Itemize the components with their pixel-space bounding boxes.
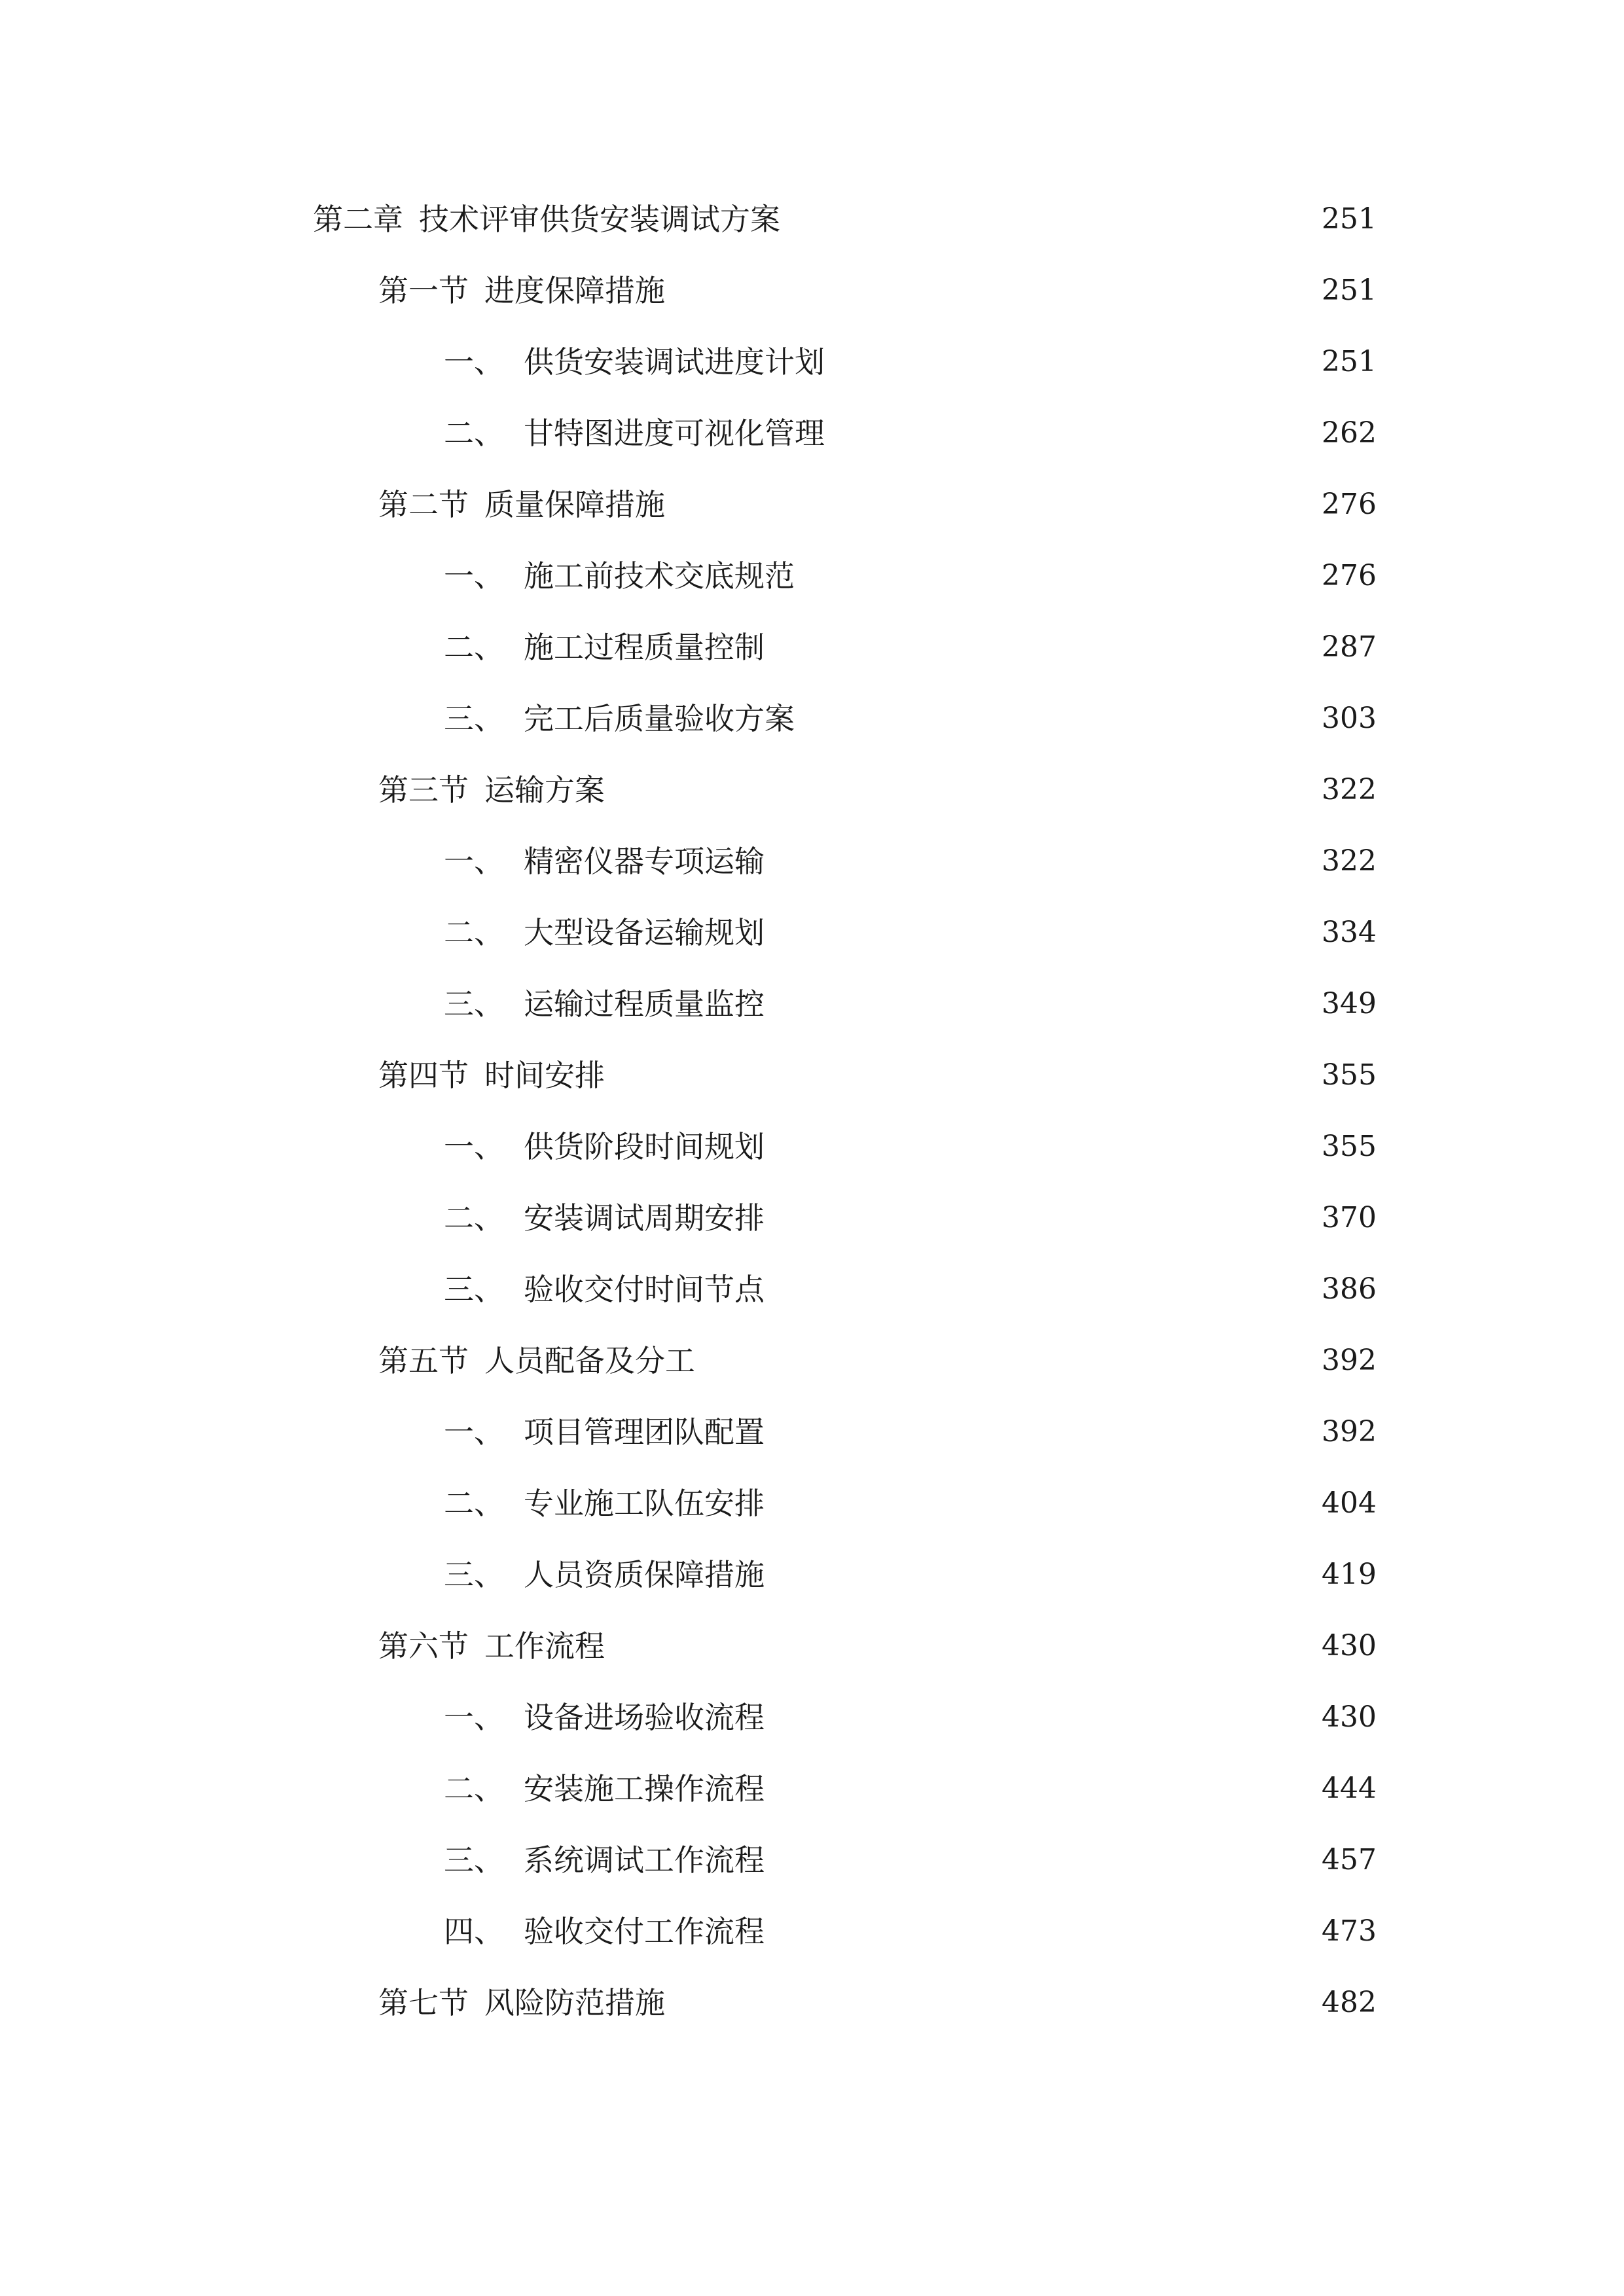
- toc-entry-number: 二、: [444, 1486, 504, 1521]
- toc-entry-number: 一、: [444, 1414, 504, 1450]
- toc-entry-section-2[interactable]: [378, 478, 1377, 531]
- toc-entry-number: 三、: [444, 986, 504, 1022]
- toc-page-number: 276: [1322, 559, 1377, 592]
- toc-entry-number: 二、: [444, 1200, 504, 1236]
- toc-page-number: 334: [1322, 916, 1377, 949]
- toc-entry-section-1[interactable]: [378, 264, 1377, 317]
- toc-entry-title: 风险防范措施: [484, 1985, 665, 2020]
- toc-page-number: 404: [1322, 1486, 1377, 1520]
- toc-entry-number: 第六节: [378, 1628, 469, 1664]
- toc-entry-number: 二、: [444, 1771, 504, 1806]
- toc-entry-number: 一、: [444, 344, 504, 380]
- toc-entry-title: 供货安装调试进度计划: [524, 344, 825, 380]
- toc-entry-title: 系统调试工作流程: [524, 1842, 765, 1878]
- toc-page-number: 444: [1322, 1772, 1377, 1805]
- toc-entry-number: 第一节: [378, 273, 469, 308]
- toc-entry-number: 三、: [444, 701, 504, 736]
- toc-entry-section-7[interactable]: [378, 1977, 1377, 2029]
- toc-entry-title: 运输过程质量监控: [524, 986, 765, 1022]
- toc-entry-title: 进度保障措施: [484, 273, 665, 308]
- toc-entry-title: 运输方案: [484, 772, 605, 808]
- toc-page-number: 386: [1322, 1272, 1377, 1306]
- toc-entry-title: 项目管理团队配置: [524, 1414, 765, 1450]
- dot-leader: [772, 1477, 1315, 1530]
- toc-page-number: 355: [1322, 1130, 1377, 1163]
- toc-entry-number: 二、: [444, 416, 504, 451]
- toc-entry-number: 一、: [444, 1700, 504, 1735]
- toc-entry-title: 时间安排: [484, 1058, 605, 1093]
- toc-entry-number: 第二章: [313, 202, 403, 237]
- toc-entry-subsection[interactable]: [444, 1549, 1377, 1601]
- toc-entry-title: 精密仪器专项运输: [524, 844, 765, 879]
- toc-entry-number: 一、: [444, 844, 504, 879]
- toc-entry-number: 三、: [444, 1272, 504, 1307]
- toc-entry-section-5[interactable]: [378, 1335, 1377, 1387]
- toc-entry-number: 一、: [444, 558, 504, 594]
- dot-leader: [772, 835, 1315, 888]
- toc-entry-subsection[interactable]: [444, 692, 1377, 745]
- toc-entry-number: 第四节: [378, 1058, 469, 1093]
- toc-entry-subsection[interactable]: [444, 1691, 1377, 1744]
- toc-entry-subsection[interactable]: [444, 1477, 1377, 1530]
- toc-page-number: 262: [1322, 416, 1377, 450]
- dot-leader: [613, 1620, 1315, 1672]
- toc-entry-title: 甘特图进度可视化管理: [524, 416, 825, 451]
- toc-page-number: 251: [1322, 202, 1377, 236]
- toc-page-number: 322: [1322, 773, 1377, 806]
- toc-entry-chapter-2[interactable]: [313, 193, 1377, 245]
- toc-entry-subsection[interactable]: [444, 1192, 1377, 1244]
- toc-entry-subsection[interactable]: [444, 1834, 1377, 1886]
- toc-page-number: 276: [1322, 488, 1377, 521]
- toc-entry-title: 专业施工队伍安排: [524, 1486, 765, 1521]
- toc-entry-title: 安装调试周期安排: [524, 1200, 765, 1236]
- dot-leader: [613, 764, 1315, 816]
- toc-entry-title: 完工后质量验收方案: [524, 701, 795, 736]
- toc-page-number: 392: [1322, 1344, 1377, 1377]
- dot-leader: [772, 1263, 1315, 1316]
- toc-page-number: 430: [1322, 1700, 1377, 1734]
- dot-leader: [613, 1049, 1315, 1102]
- toc-page-number: 482: [1322, 1986, 1377, 2019]
- toc-entry-subsection[interactable]: [444, 1763, 1377, 1815]
- dot-leader: [772, 621, 1315, 673]
- toc-entry-title: 设备进场验收流程: [524, 1700, 765, 1735]
- dot-leader: [772, 906, 1315, 959]
- toc-entry-number: 第二节: [378, 487, 469, 522]
- dot-leader: [703, 1335, 1315, 1387]
- dot-leader: [772, 1763, 1315, 1815]
- toc-page-number: 251: [1322, 274, 1377, 307]
- toc-entry-number: 三、: [444, 1557, 504, 1592]
- dot-leader: [772, 1834, 1315, 1886]
- toc-page-number: 419: [1322, 1558, 1377, 1591]
- dot-leader: [772, 1192, 1315, 1244]
- toc-entry-number: 第五节: [378, 1343, 469, 1378]
- toc-entry-subsection[interactable]: [444, 978, 1377, 1030]
- dot-leader: [833, 336, 1315, 388]
- toc-entry-number: 三、: [444, 1842, 504, 1878]
- dot-leader: [803, 550, 1315, 602]
- dot-leader: [772, 1905, 1315, 1958]
- dot-leader: [772, 1691, 1315, 1744]
- toc-entry-subsection[interactable]: [444, 1263, 1377, 1316]
- toc-entry-section-4[interactable]: [378, 1049, 1377, 1102]
- dot-leader: [673, 478, 1315, 531]
- toc-entry-title: 人员配备及分工: [484, 1343, 695, 1378]
- toc-page-number: 349: [1322, 987, 1377, 1020]
- toc-page-number: 303: [1322, 702, 1377, 735]
- toc-page-number: 392: [1322, 1415, 1377, 1448]
- dot-leader: [772, 1406, 1315, 1458]
- dot-leader: [788, 193, 1315, 245]
- toc-entry-subsection[interactable]: [444, 407, 1377, 459]
- toc-entry-title: 验收交付时间节点: [524, 1272, 765, 1307]
- toc-entry-subsection[interactable]: [444, 1121, 1377, 1173]
- toc-entry-subsection[interactable]: [444, 906, 1377, 959]
- toc-page-number: 473: [1322, 1914, 1377, 1948]
- toc-entry-number: 第三节: [378, 772, 469, 808]
- toc-entry-subsection[interactable]: [444, 1905, 1377, 1958]
- toc-entry-title: 工作流程: [484, 1628, 605, 1664]
- toc-entry-subsection[interactable]: [444, 336, 1377, 388]
- toc-page-number: 322: [1322, 844, 1377, 878]
- toc-page-number: 251: [1322, 345, 1377, 378]
- toc-entry-title: 供货阶段时间规划: [524, 1129, 765, 1164]
- toc-entry-number: 一、: [444, 1129, 504, 1164]
- toc-entry-title: 大型设备运输规划: [524, 915, 765, 950]
- toc-entry-title: 安装施工操作流程: [524, 1771, 765, 1806]
- dot-leader: [673, 1977, 1315, 2029]
- toc-entry-number: 第七节: [378, 1985, 469, 2020]
- dot-leader: [803, 692, 1315, 745]
- toc-page-number: 430: [1322, 1629, 1377, 1662]
- toc-entry-title: 人员资质保障措施: [524, 1557, 765, 1592]
- toc-entry-section-3[interactable]: [378, 764, 1377, 816]
- toc-entry-section-6[interactable]: [378, 1620, 1377, 1672]
- toc-entry-title: 施工过程质量控制: [524, 630, 765, 665]
- toc-entry-subsection[interactable]: [444, 550, 1377, 602]
- toc-entry-subsection[interactable]: [444, 1406, 1377, 1458]
- dot-leader: [833, 407, 1315, 459]
- toc-page-number: 370: [1322, 1201, 1377, 1234]
- dot-leader: [673, 264, 1315, 317]
- dot-leader: [772, 978, 1315, 1030]
- dot-leader: [772, 1549, 1315, 1601]
- toc-entry-number: 四、: [444, 1914, 504, 1949]
- toc-page-number: 457: [1322, 1843, 1377, 1876]
- toc-page-number: 355: [1322, 1058, 1377, 1092]
- toc-entry-title: 质量保障措施: [484, 487, 665, 522]
- toc-page-number: 287: [1322, 630, 1377, 664]
- toc-entry-title: 验收交付工作流程: [524, 1914, 765, 1949]
- dot-leader: [772, 1121, 1315, 1173]
- toc-entry-subsection[interactable]: [444, 835, 1377, 888]
- toc-entry-number: 二、: [444, 630, 504, 665]
- toc-entry-subsection[interactable]: [444, 621, 1377, 673]
- toc-entry-title: 施工前技术交底规范: [524, 558, 795, 594]
- toc-entry-title: 技术评审供货安装调试方案: [419, 202, 780, 237]
- toc-entry-number: 二、: [444, 915, 504, 950]
